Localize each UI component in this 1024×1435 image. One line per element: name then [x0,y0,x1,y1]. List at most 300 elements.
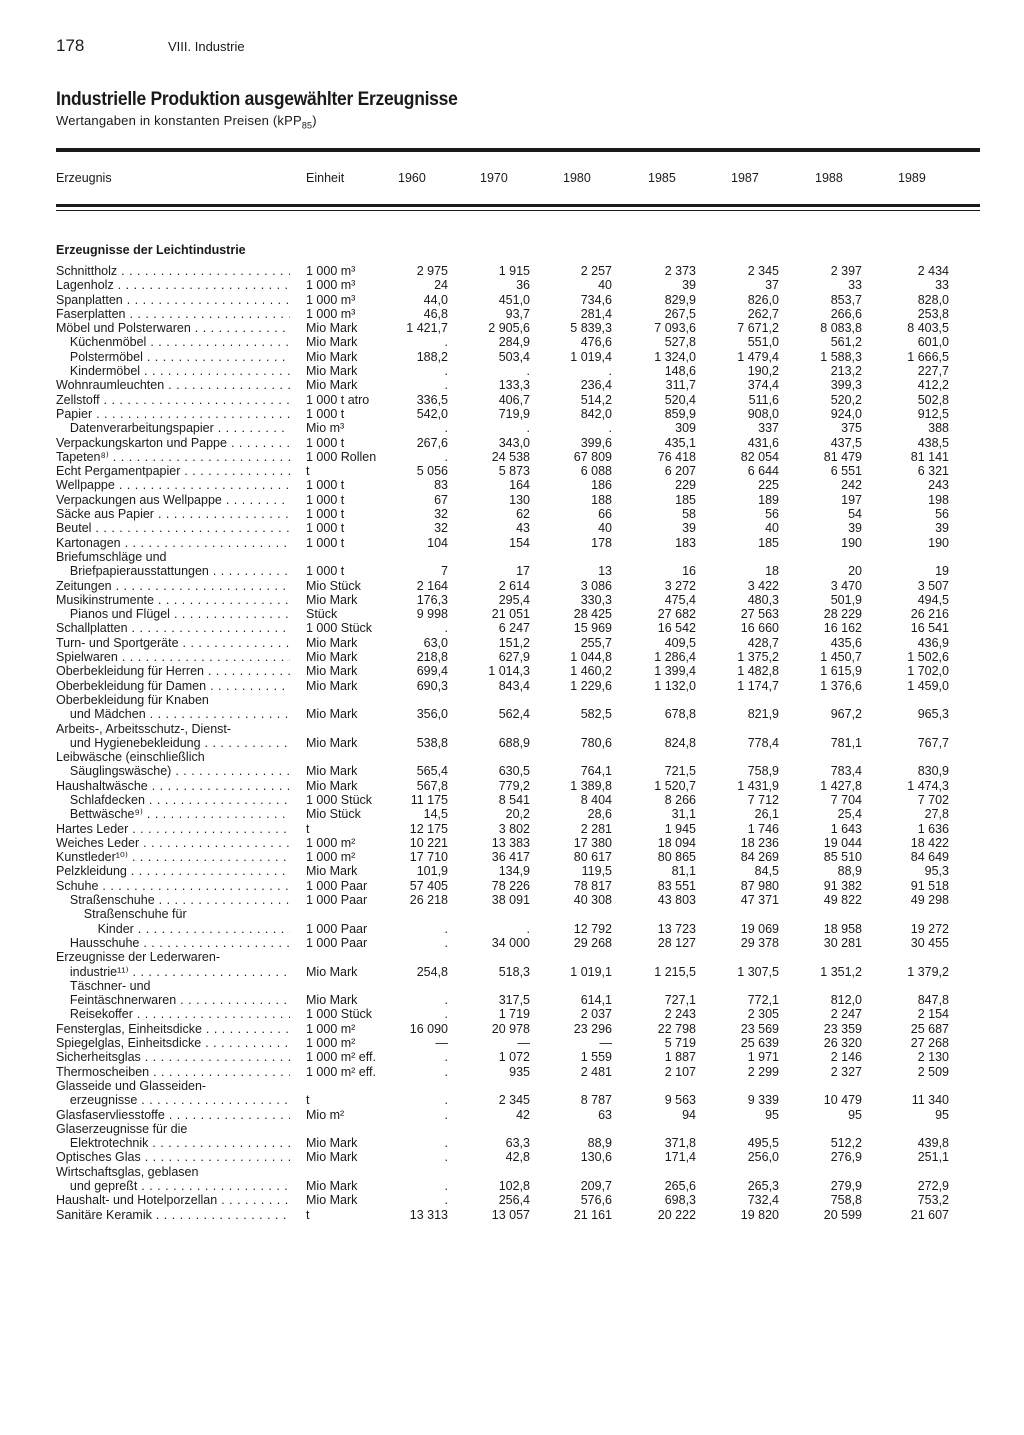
value-1960: 44,0 [423,292,448,307]
value-1970: 36 [516,278,530,293]
value-1988: 26 320 [823,1036,862,1051]
product-name [56,636,290,650]
product-name-line: Schallplatten . . . [56,621,290,635]
value-1985: 20 222 [657,1207,696,1222]
value-1987: 778,4 [747,735,779,750]
value-1980: 3 086 [580,578,612,593]
value-1980: 2 257 [580,264,612,278]
product-name [56,1208,290,1222]
product-name-line: Briefpapierausstattungen . . . [56,564,290,578]
value-1988: 20 599 [823,1207,862,1222]
value-1985: 859,9 [664,406,696,421]
value-1988: 3 470 [830,578,862,593]
unit: Mio Mark [306,335,358,350]
value-1970: 151,2 [498,635,530,650]
value-1970: 8 541 [498,792,530,807]
value-1989: 49 298 [910,893,949,908]
value-1970: 24 538 [491,449,530,464]
value-1985: 435,1 [664,435,696,450]
product-name [56,378,290,392]
value-1989: 11 340 [911,1093,949,1108]
value-1980: 1 044,8 [570,650,612,665]
value-1989: 95,3 [924,864,949,879]
product-name-line: Oberbekleidung für Damen . . . [56,679,290,693]
value-1980: 281,4 [580,306,612,321]
product-name [56,1050,290,1064]
unit: 1 000 Stück [306,1007,373,1022]
product-name [56,950,290,979]
product-name-line: Optisches Glas . . . [56,1150,290,1164]
value-1970: 38 091 [491,893,530,908]
value-1989: 828,0 [917,292,949,307]
value-1980: 514,2 [580,392,612,407]
value-1989: 251,1 [917,1150,949,1165]
table-row [0,1050,1024,1064]
value-1970: 20,2 [505,807,530,822]
value-1960: . [444,1193,448,1208]
value-1980: 209,7 [580,1179,612,1193]
product-name-line: Kunstleder¹⁰⁾ . . . [56,850,290,864]
product-name [56,536,290,550]
product-name-line: Leibwäsche (einschließlich [56,750,205,765]
table-row [0,1079,1024,1108]
unit: 1 000 t [306,406,345,421]
value-1985: 824,8 [664,735,696,750]
value-1970: 518,3 [498,964,530,979]
value-1988: 501,9 [830,592,862,607]
value-1970: 284,9 [498,335,530,350]
value-1985: 171,4 [664,1150,696,1165]
value-1985: 13 723 [657,921,696,936]
product-name [56,836,290,850]
value-1960: 188,2 [416,349,448,364]
value-1960: 16 090 [409,1021,448,1036]
unit: 1 000 Paar [306,921,368,936]
value-1987: 1 375,2 [737,650,779,665]
value-1988: 924,0 [830,406,862,421]
value-1985: 39 [682,521,696,536]
value-1989: 439,8 [917,1136,949,1151]
value-1970: 42 [516,1107,530,1122]
value-1960: 57 405 [409,878,448,893]
value-1980: 399,6 [580,435,612,450]
unit: 1 000 m² [306,1021,356,1036]
product-name [56,1065,290,1079]
table-row [0,1036,1024,1050]
unit: Mio Mark [306,1150,358,1165]
value-1970: . [526,421,530,436]
value-1970: 688,9 [498,735,530,750]
value-1988: 190 [841,535,862,550]
subtitle [56,113,492,131]
value-1988: 520,2 [830,392,862,407]
value-1985: 1 215,5 [654,964,696,979]
value-1988: 2 327 [830,1064,862,1079]
value-1989: 272,9 [917,1179,949,1193]
value-1960: 336,5 [416,392,448,407]
value-1988: 375 [841,421,862,436]
value-1980: 476,6 [580,335,612,350]
value-1960: 176,3 [416,592,448,607]
product-name-line: erzeugnisse . . . [56,1093,290,1107]
value-1970: 17 [516,564,530,579]
value-1970: 295,4 [498,592,530,607]
value-1980: 1 559 [580,1050,612,1065]
value-1989: 965,3 [917,707,949,722]
product-name-line: Weiches Leder . . . [56,836,290,850]
product-name-line: Datenverarbeitungspapier . . . [56,421,290,435]
value-1970: 42,8 [505,1150,530,1165]
value-1985: 229 [675,478,696,493]
unit: Mio Mark [306,1179,358,1193]
unit: 1 000 Stück [306,621,373,636]
product-name [56,507,290,521]
product-name-line: Briefumschläge und [56,549,167,564]
value-1985: 183 [675,535,696,550]
table-row [0,907,1024,936]
unit: Mio Mark [306,993,358,1008]
value-1980: 842,0 [580,406,612,421]
value-1970: 134,9 [498,864,530,879]
product-name-line: Zeitungen . . . [56,579,290,593]
product-name-line: Täschner- und [56,978,151,993]
value-1980: 63 [598,1107,612,1122]
value-1988: 20 [848,564,862,579]
product-name-line: Feintäschnerwaren . . . [56,993,290,1007]
value-1980: 236,4 [580,378,612,393]
value-1960: 2 975 [416,264,448,278]
table-row [0,807,1024,821]
value-1960: 10 221 [409,835,448,850]
value-1987: 732,4 [747,1193,779,1208]
table-row [0,307,1024,321]
value-1970: 1 719 [498,1007,530,1022]
table-row [0,979,1024,1008]
product-name [56,693,290,722]
value-1970: 43 [516,521,530,536]
value-1988: 435,6 [830,635,862,650]
value-1970: 5 873 [498,464,530,479]
value-1985: 265,6 [664,1179,696,1193]
value-1985: 5 719 [664,1036,696,1051]
value-1960: 63,0 [423,635,448,650]
product-name-line: Spiegelglas, Einheitsdicke . . . [56,1036,290,1050]
value-1989: 2 130 [917,1050,949,1065]
unit: t [306,464,310,479]
value-1988: 88,9 [837,864,862,879]
product-name [56,793,290,807]
unit: Mio m² [306,1107,345,1122]
value-1988: 85 510 [823,850,862,865]
unit: 1 000 m³ [306,306,356,321]
value-1989: 7 702 [917,792,949,807]
product-name-line: Arbeits-, Arbeitsschutz-, Dienst- [56,721,232,736]
value-1970: 562,4 [498,707,530,722]
table-row [0,793,1024,807]
product-name-line: und Hygienebekleidung . . . [56,736,290,750]
value-1988: 10 479 [823,1093,862,1108]
unit: Mio Mark [306,349,358,364]
unit: Mio Mark [306,321,358,336]
unit: 1 000 Stück [306,792,373,807]
value-1985: 309 [675,421,696,436]
unit: Mio Mark [306,778,358,793]
table-row [0,1065,1024,1079]
product-name-line: Tapeten⁸⁾ . . . [56,450,290,464]
header-rule-thin [56,210,980,211]
value-1987: 1 431,9 [737,778,779,793]
value-1989: 1 379,2 [907,964,949,979]
unit: Mio Mark [306,650,358,665]
product-name [56,550,290,579]
product-name [56,450,290,464]
value-1989: 190 [928,535,949,550]
value-1970: 62 [516,507,530,522]
value-1988: 25,4 [837,807,862,822]
value-1960: 356,0 [416,707,448,722]
value-1987: 29 378 [740,935,779,950]
table-row [0,436,1024,450]
table-row [0,350,1024,364]
product-name-line: Glasfaservliesstoffe . . . [56,1108,290,1122]
value-1980: 40 [598,278,612,293]
product-name-line: Bettwäsche⁹⁾ . . . [56,807,290,821]
product-name-line: Spielwaren . . . [56,650,290,664]
value-1960: 267,6 [416,435,448,450]
value-1985: 27 682 [657,607,696,622]
value-1987: 95 [765,1107,779,1122]
page-title: Industrielle Produktion ausgewählter Erzeugnisse [56,89,458,110]
value-1985: 409,5 [664,635,696,650]
column-header-1970: 1970 [480,171,508,185]
product-name [56,722,290,751]
value-1987: 7 712 [747,792,779,807]
value-1985: 1 520,7 [654,778,696,793]
value-1987: 2 305 [747,1007,779,1022]
product-name [56,1150,290,1164]
product-name-line: Kindermöbel . . . [56,364,290,378]
value-1988: 279,9 [830,1179,862,1193]
value-1988: 39 [848,521,862,536]
product-name [56,750,290,779]
product-name-line: Kinder . . . [56,922,290,936]
unit: t [306,1207,310,1222]
table-row [0,850,1024,864]
table-row [0,550,1024,579]
value-1980: 15 969 [573,621,612,636]
value-1960: 542,0 [416,406,448,421]
value-1960: . [444,935,448,950]
value-1987: 821,9 [747,707,779,722]
table-row [0,278,1024,292]
unit: 1 000 m³ [306,264,356,278]
value-1988: 16 162 [823,621,862,636]
product-name-line: und gepreßt . . . [56,1179,290,1193]
table-row [0,1122,1024,1151]
table-row [0,536,1024,550]
unit: 1 000 t [306,507,345,522]
subtitle-sub: 85 [301,120,313,131]
value-1989: 25 687 [910,1021,949,1036]
product-name-line: Spanplatten . . . [56,293,290,307]
value-1980: 13 [598,564,612,579]
value-1960: 83 [434,478,448,493]
value-1970: 2 905,6 [488,321,530,336]
value-1988: 1 588,3 [820,349,862,364]
product-name [56,1108,290,1122]
value-1985: 727,1 [664,993,696,1008]
table-row [0,364,1024,378]
table-row [0,1022,1024,1036]
value-1987: 84,5 [754,864,779,879]
value-1985: 9 563 [664,1093,696,1108]
value-1960: 2 164 [416,578,448,593]
value-1960: 12 175 [409,821,448,836]
value-1980: 23 296 [573,1021,612,1036]
product-name-line: Haushaltwäsche . . . [56,779,290,793]
value-1980: 1 460,2 [570,664,612,679]
product-name-line: Echt Pergamentpapier . . . [56,464,290,478]
value-1970: 317,5 [498,993,530,1008]
value-1987: 511,6 [748,392,779,407]
value-1980: 2 281 [580,821,612,836]
value-1960: 1 421,7 [406,321,448,336]
value-1960: . [444,621,448,636]
chapter-title: VIII. Industrie [168,39,245,54]
table-row [0,822,1024,836]
value-1985: 22 798 [657,1021,696,1036]
value-1985: 31,1 [671,807,696,822]
value-1980: 734,6 [580,292,612,307]
value-1970: 6 247 [498,621,530,636]
value-1987: 26,1 [754,807,779,822]
value-1960: 690,3 [416,678,448,693]
value-1988: 1 427,8 [820,778,862,793]
value-1987: 37 [765,278,779,293]
unit: 1 000 m² eff. [306,1050,376,1065]
unit: t [306,821,310,836]
value-1980: 1 389,8 [570,778,612,793]
value-1960: 32 [434,507,448,522]
value-1970: 13 383 [491,835,530,850]
product-name [56,393,290,407]
product-name-line: Verpackungskarton und Pappe . . . [56,436,290,450]
table-row [0,664,1024,678]
value-1988: 7 704 [830,792,862,807]
product-name [56,321,290,335]
value-1980: 28,6 [587,807,612,822]
value-1989: 1 459,0 [907,678,949,693]
unit: 1 000 m² [306,1036,356,1051]
value-1985: 16 542 [657,621,696,636]
value-1989: 388 [928,421,949,436]
value-1989: 1 636 [917,821,949,836]
unit: 1 000 Paar [306,935,368,950]
product-name-line: Schlafdecken . . . [56,793,290,807]
value-1980: 67 809 [573,449,612,464]
table-row [0,750,1024,779]
product-name [56,350,290,364]
value-1987: 16 660 [740,621,779,636]
table-row [0,693,1024,722]
value-1988: 561,2 [830,335,862,350]
table-row [0,1193,1024,1207]
value-1988: 783,4 [830,764,862,779]
value-1989: 16 541 [910,621,949,636]
unit: Mio Mark [306,1136,358,1151]
unit: 1 000 t [306,521,345,536]
product-name-line: Hartes Leder . . . [56,822,290,836]
table-row [0,293,1024,307]
column-header-einheit: Einheit [306,171,345,185]
value-1989: 81 141 [910,449,949,464]
value-1987: 1 479,4 [737,349,779,364]
value-1989: 39 [935,521,949,536]
column-header-1987: 1987 [731,171,759,185]
product-name-line: Straßenschuhe für [56,907,187,922]
table-row [0,879,1024,893]
product-name [56,893,290,907]
product-name [56,579,290,593]
value-1980: 21 161 [573,1207,612,1222]
value-1980: 582,5 [580,707,612,722]
unit: Stück [306,607,338,622]
subtitle-text: Wertangaben in konstanten Preisen (kPP [56,113,302,128]
value-1985: 6 207 [664,464,696,479]
column-header-1989: 1989 [898,171,926,185]
value-1970: 843,4 [498,678,530,693]
table-row [0,1208,1024,1222]
value-1980: . [608,421,612,436]
unit: 1 000 m² [306,850,356,865]
value-1989: 912,5 [917,406,949,421]
value-1988: 1 643 [830,821,862,836]
value-1988: 197 [841,492,862,507]
value-1980: 576,6 [580,1193,612,1208]
unit: 1 000 m² eff. [306,1064,376,1079]
value-1985: 698,3 [664,1193,696,1208]
product-name-line: Wohnraumleuchten . . . [56,378,290,392]
product-name-line: Sicherheitsglas . . . [56,1050,290,1064]
value-1985: 1 286,4 [654,650,696,665]
unit: Mio Mark [306,592,358,607]
value-1980: 66 [598,507,612,522]
value-1960: 9 998 [416,607,448,622]
product-name [56,936,290,950]
table-row [0,779,1024,793]
product-name-line: Oberbekleidung für Knaben [56,692,209,707]
value-1989: 1 474,3 [907,778,949,793]
value-1988: 266,6 [830,306,862,321]
value-1970: 935 [509,1064,530,1079]
product-name [56,307,290,321]
value-1989: 494,5 [917,592,949,607]
table-row [0,679,1024,693]
value-1987: 27 563 [740,607,779,622]
unit: 1 000 t [306,564,345,579]
value-1985: 2 107 [664,1064,696,1079]
value-1970: 164 [509,478,530,493]
value-1987: 428,7 [747,635,779,650]
product-name-line: Wellpappe . . . [56,478,290,492]
value-1989: 1 666,5 [907,349,949,364]
product-name-line: Säuglingswäsche) . . . [56,764,290,778]
product-name-line: Pianos und Flügel . . . [56,607,290,621]
product-name-line: Turn- und Sportgeräte . . . [56,636,290,650]
value-1960: 14,5 [423,807,448,822]
value-1960: . [444,421,448,436]
unit: Mio Mark [306,664,358,679]
